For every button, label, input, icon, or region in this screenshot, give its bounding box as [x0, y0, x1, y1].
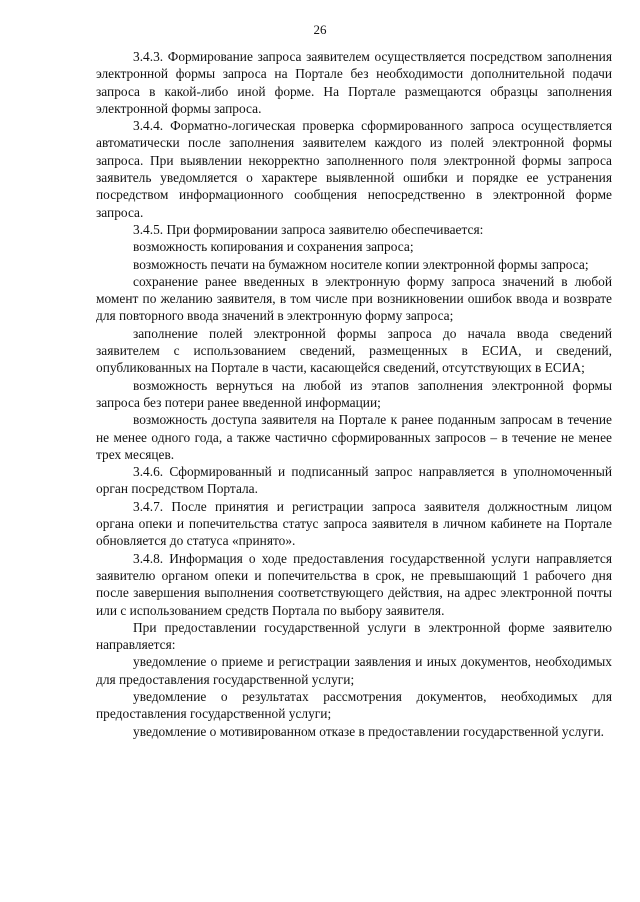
list-item: возможность печати на бумажном носителе копии электронной формы запроса; [133, 256, 589, 272]
paragraph-3-4-5: 3.4.5. При формировании запроса заявителю обеспечивается: [133, 221, 484, 237]
page-number: 26 [313, 22, 327, 37]
list-item: уведомление о мотивированном отказе в предоставлении государственной услуги. [133, 723, 604, 739]
list-item: заполнение полей электронной формы запроса до начала ввода сведений заявителем с использованием сведений, размещенных в ЕСИА, и сведений, опубликованных на Портале в части, касающейся сведений, отсутствующих в ЕСИА; [96, 325, 612, 376]
paragraph-3-4-7: 3.4.7. После принятия и регистрации запроса заявителя должностным лицом органа опеки и попечительства статус запроса заявителя в личном кабинете на Портале обновляется до статуса «принято». [96, 498, 612, 549]
list-item: уведомление о результатах рассмотрения документов, необходимых для предоставления государственной услуги; [96, 688, 612, 722]
document-body [96, 48, 612, 740]
paragraph-notifications-intro: При предоставлении государственной услуги в электронной форме заявителю направляется: [96, 619, 612, 653]
list-item: уведомление о приеме и регистрации заявления и иных документов, необходимых для предоставления государственной услуги; [96, 654, 612, 687]
paragraph-3-4-4: 3.4.4. Форматно-логическая проверка сформированного запроса осуществляется автоматически после заполнения заявителем каждого из полей электронной формы запроса. При выявлении некорректно заполненного поля электронной формы запроса заявитель уведомляется о характере выявленной ошибки и порядке ее устранения посредством информационного сообщения непосредственно в электронной форме запроса. [96, 118, 612, 220]
list-item: сохранение ранее введенных в электронную форму запроса значений в любой момент по желанию заявителя, в том числе при возникновении ошибок ввода и возврате для повторного ввода значений в электронную форму запроса; [96, 273, 612, 324]
list-item: возможность вернуться на любой из этапов заполнения электронной формы запроса без потери ранее введенной информации; [96, 377, 612, 410]
paragraph-3-4-8: 3.4.8. Информация о ходе предоставления государственной услуги направляется заявителю органом опеки и попечительства в срок, не превышающий 1 рабочего дня после завершения выполнения соответствующего действия, на адрес электронной почты или с использованием средств Портала по выбору заявителя. [96, 550, 612, 618]
list-item: возможность копирования и сохранения запроса; [133, 239, 414, 255]
paragraph-3-4-3: 3.4.3. Формирование запроса заявителем осуществляется посредством заполнения электронной формы запроса на Портале без необходимости дополнительной подачи запроса в какой-либо иной форме. На Портале размещаются образцы заполнения электронной формы запроса. [96, 49, 612, 116]
list-item: возможность доступа заявителя на Портале к ранее поданным запросам в течение не менее одного года, а также частично сформированных запросов – в течение не менее трех месяцев. [96, 412, 612, 462]
paragraph-3-4-6: 3.4.6. Сформированный и подписанный запрос направляется в уполномоченный орган посредством Портала. [96, 464, 612, 497]
